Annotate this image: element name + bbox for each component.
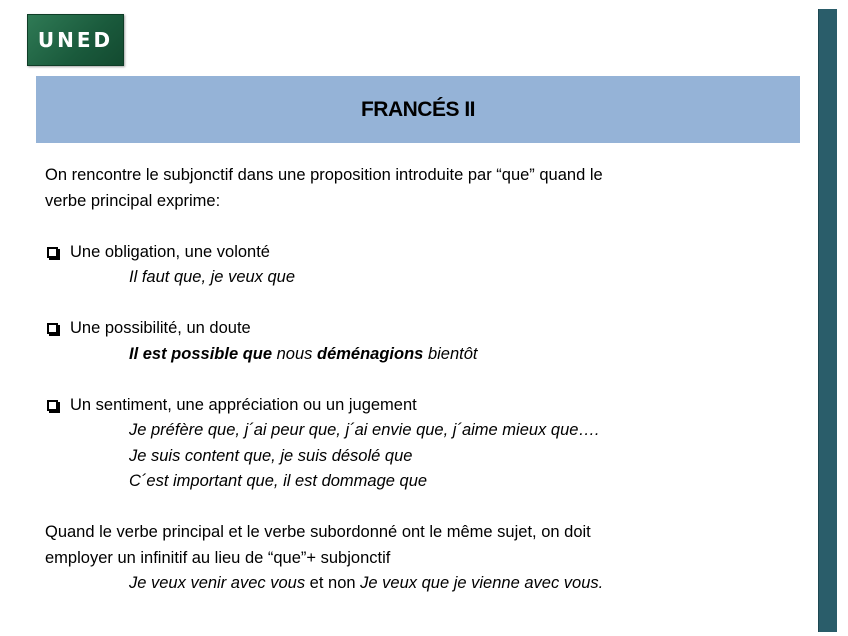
example-line — [45, 342, 765, 368]
intro-line-2: verbe principal exprime: — [45, 191, 221, 210]
example-connector: et non — [305, 574, 361, 592]
slide-content — [45, 163, 765, 597]
conclusion-line-2: employer un infinitif au lieu de “que”+ subjonctif — [45, 548, 391, 567]
example-line: Il faut que, je veux que — [129, 268, 296, 286]
example-incorrect: Je veux que je vienne avec vous. — [360, 574, 604, 592]
example-emphasis: Il est possible que — [129, 344, 273, 363]
example-text: bientôt — [423, 344, 478, 363]
conclusion-line-1: Quand le verbe principal et le verbe subordonné ont le même sujet, on doit — [45, 523, 591, 541]
logo-text: UNED — [37, 28, 114, 52]
uned-logo — [27, 14, 124, 66]
example-line: Je suis content que, je suis désolé que — [129, 446, 413, 465]
conclusion-example — [45, 571, 765, 597]
checkbox-bullet-icon — [47, 247, 58, 258]
intro-line-1: On rencontre le subjonctif dans une proposition introduite par “que” quand le — [45, 166, 603, 184]
example-line: Je préfère que, j´ai peur que, j´ai envie que, j´aime mieux que…. — [129, 421, 600, 439]
bullet-sentiment — [45, 393, 765, 419]
bullet-obligation — [45, 240, 765, 266]
right-decorative-bar — [818, 9, 837, 632]
bullet-heading: Une possibilité, un doute — [70, 319, 251, 337]
bullet-possibility — [45, 316, 765, 342]
example-emphasis: déménagions — [317, 344, 424, 363]
title-banner — [36, 76, 800, 143]
checkbox-bullet-icon — [47, 323, 58, 334]
bullet-heading: Un sentiment, une appréciation ou un jugement — [70, 395, 417, 414]
checkbox-bullet-icon — [47, 400, 58, 411]
example-correct: Je veux venir avec vous — [129, 574, 306, 592]
slide-title: FRANCÉS II — [360, 97, 475, 121]
bullet-heading: Une obligation, une volonté — [70, 242, 270, 261]
example-text: nous — [272, 344, 317, 363]
example-line: C´est important que, il est dommage que — [129, 472, 428, 490]
